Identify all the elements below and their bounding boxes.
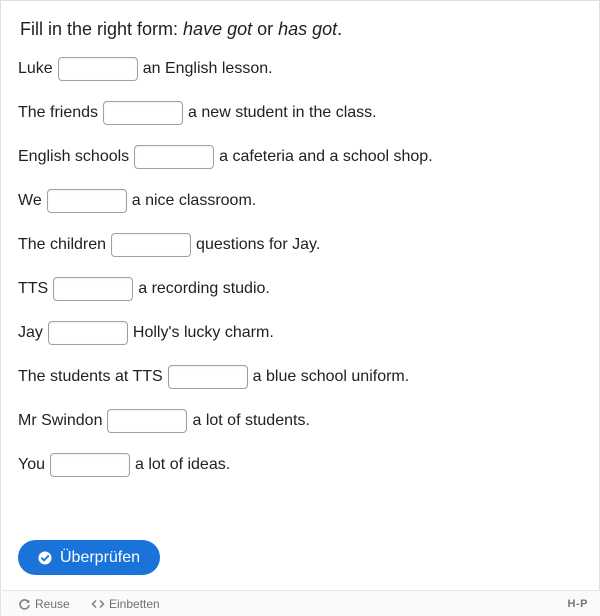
answer-input[interactable] (48, 321, 128, 345)
sentence-start: The students at TTS (18, 368, 163, 385)
instruction-text: Fill in the right form: (20, 19, 184, 39)
embed-link[interactable] (91, 597, 160, 611)
sentence-end: an English lesson. (142, 60, 273, 77)
sentence-end: a lot of ideas. (135, 456, 231, 473)
sentence-start: We (18, 192, 42, 209)
sentence-start: English schools (18, 148, 130, 165)
sentence-list (18, 56, 433, 496)
sentence-end: a lot of students. (192, 412, 310, 429)
sentence-start: Luke (18, 60, 53, 77)
sentence-row (18, 135, 433, 179)
answer-input[interactable] (103, 101, 183, 125)
answer-input[interactable] (53, 277, 133, 301)
h5p-logo[interactable]: H-P (567, 598, 588, 610)
instruction-period: . (337, 19, 343, 39)
reuse-label: Reuse (35, 597, 70, 611)
check-button-label: Überprüfen (60, 548, 141, 566)
instruction-option-have-got: have got (183, 19, 253, 39)
answer-input[interactable] (111, 233, 191, 257)
check-circle-icon (38, 551, 52, 565)
sentence-row (18, 179, 433, 223)
sentence-start: Jay (18, 324, 43, 341)
sentence-start: TTS (18, 280, 49, 297)
sentence-row (18, 223, 433, 267)
instruction-option-has-got: has got (278, 19, 338, 39)
answer-input[interactable] (47, 189, 127, 213)
task-instruction (20, 17, 342, 41)
embed-label: Einbetten (109, 597, 160, 611)
answer-input[interactable] (134, 145, 214, 169)
sentence-end: a new student in the class. (188, 104, 377, 121)
sentence-row (18, 311, 433, 355)
sentence-row (18, 91, 433, 135)
instruction-connector: or (252, 19, 279, 39)
sentence-end: a nice classroom. (131, 192, 257, 209)
answer-input[interactable] (168, 365, 248, 389)
check-button[interactable] (18, 540, 160, 575)
sentence-start: Mr Swindon (18, 412, 103, 429)
sentence-end: a blue school uniform. (252, 368, 410, 385)
sentence-row (18, 399, 433, 443)
answer-input[interactable] (58, 57, 138, 81)
sentence-start: You (18, 456, 45, 473)
sentence-row (18, 267, 433, 311)
answer-input[interactable] (50, 453, 130, 477)
sentence-start: The friends (18, 104, 99, 121)
reuse-link[interactable] (18, 597, 70, 611)
sentence-start: The children (18, 236, 107, 253)
sentence-end: Holly's lucky charm. (132, 324, 274, 341)
footer-bar (2, 590, 600, 616)
reuse-icon (18, 598, 31, 611)
sentence-row (18, 47, 433, 91)
sentence-end: a recording studio. (138, 280, 270, 297)
sentence-row (18, 355, 433, 399)
answer-input[interactable] (107, 409, 187, 433)
sentence-end: a cafeteria and a school shop. (219, 148, 433, 165)
sentence-end: questions for Jay. (196, 236, 321, 253)
sentence-row (18, 443, 433, 487)
embed-icon (91, 598, 105, 610)
